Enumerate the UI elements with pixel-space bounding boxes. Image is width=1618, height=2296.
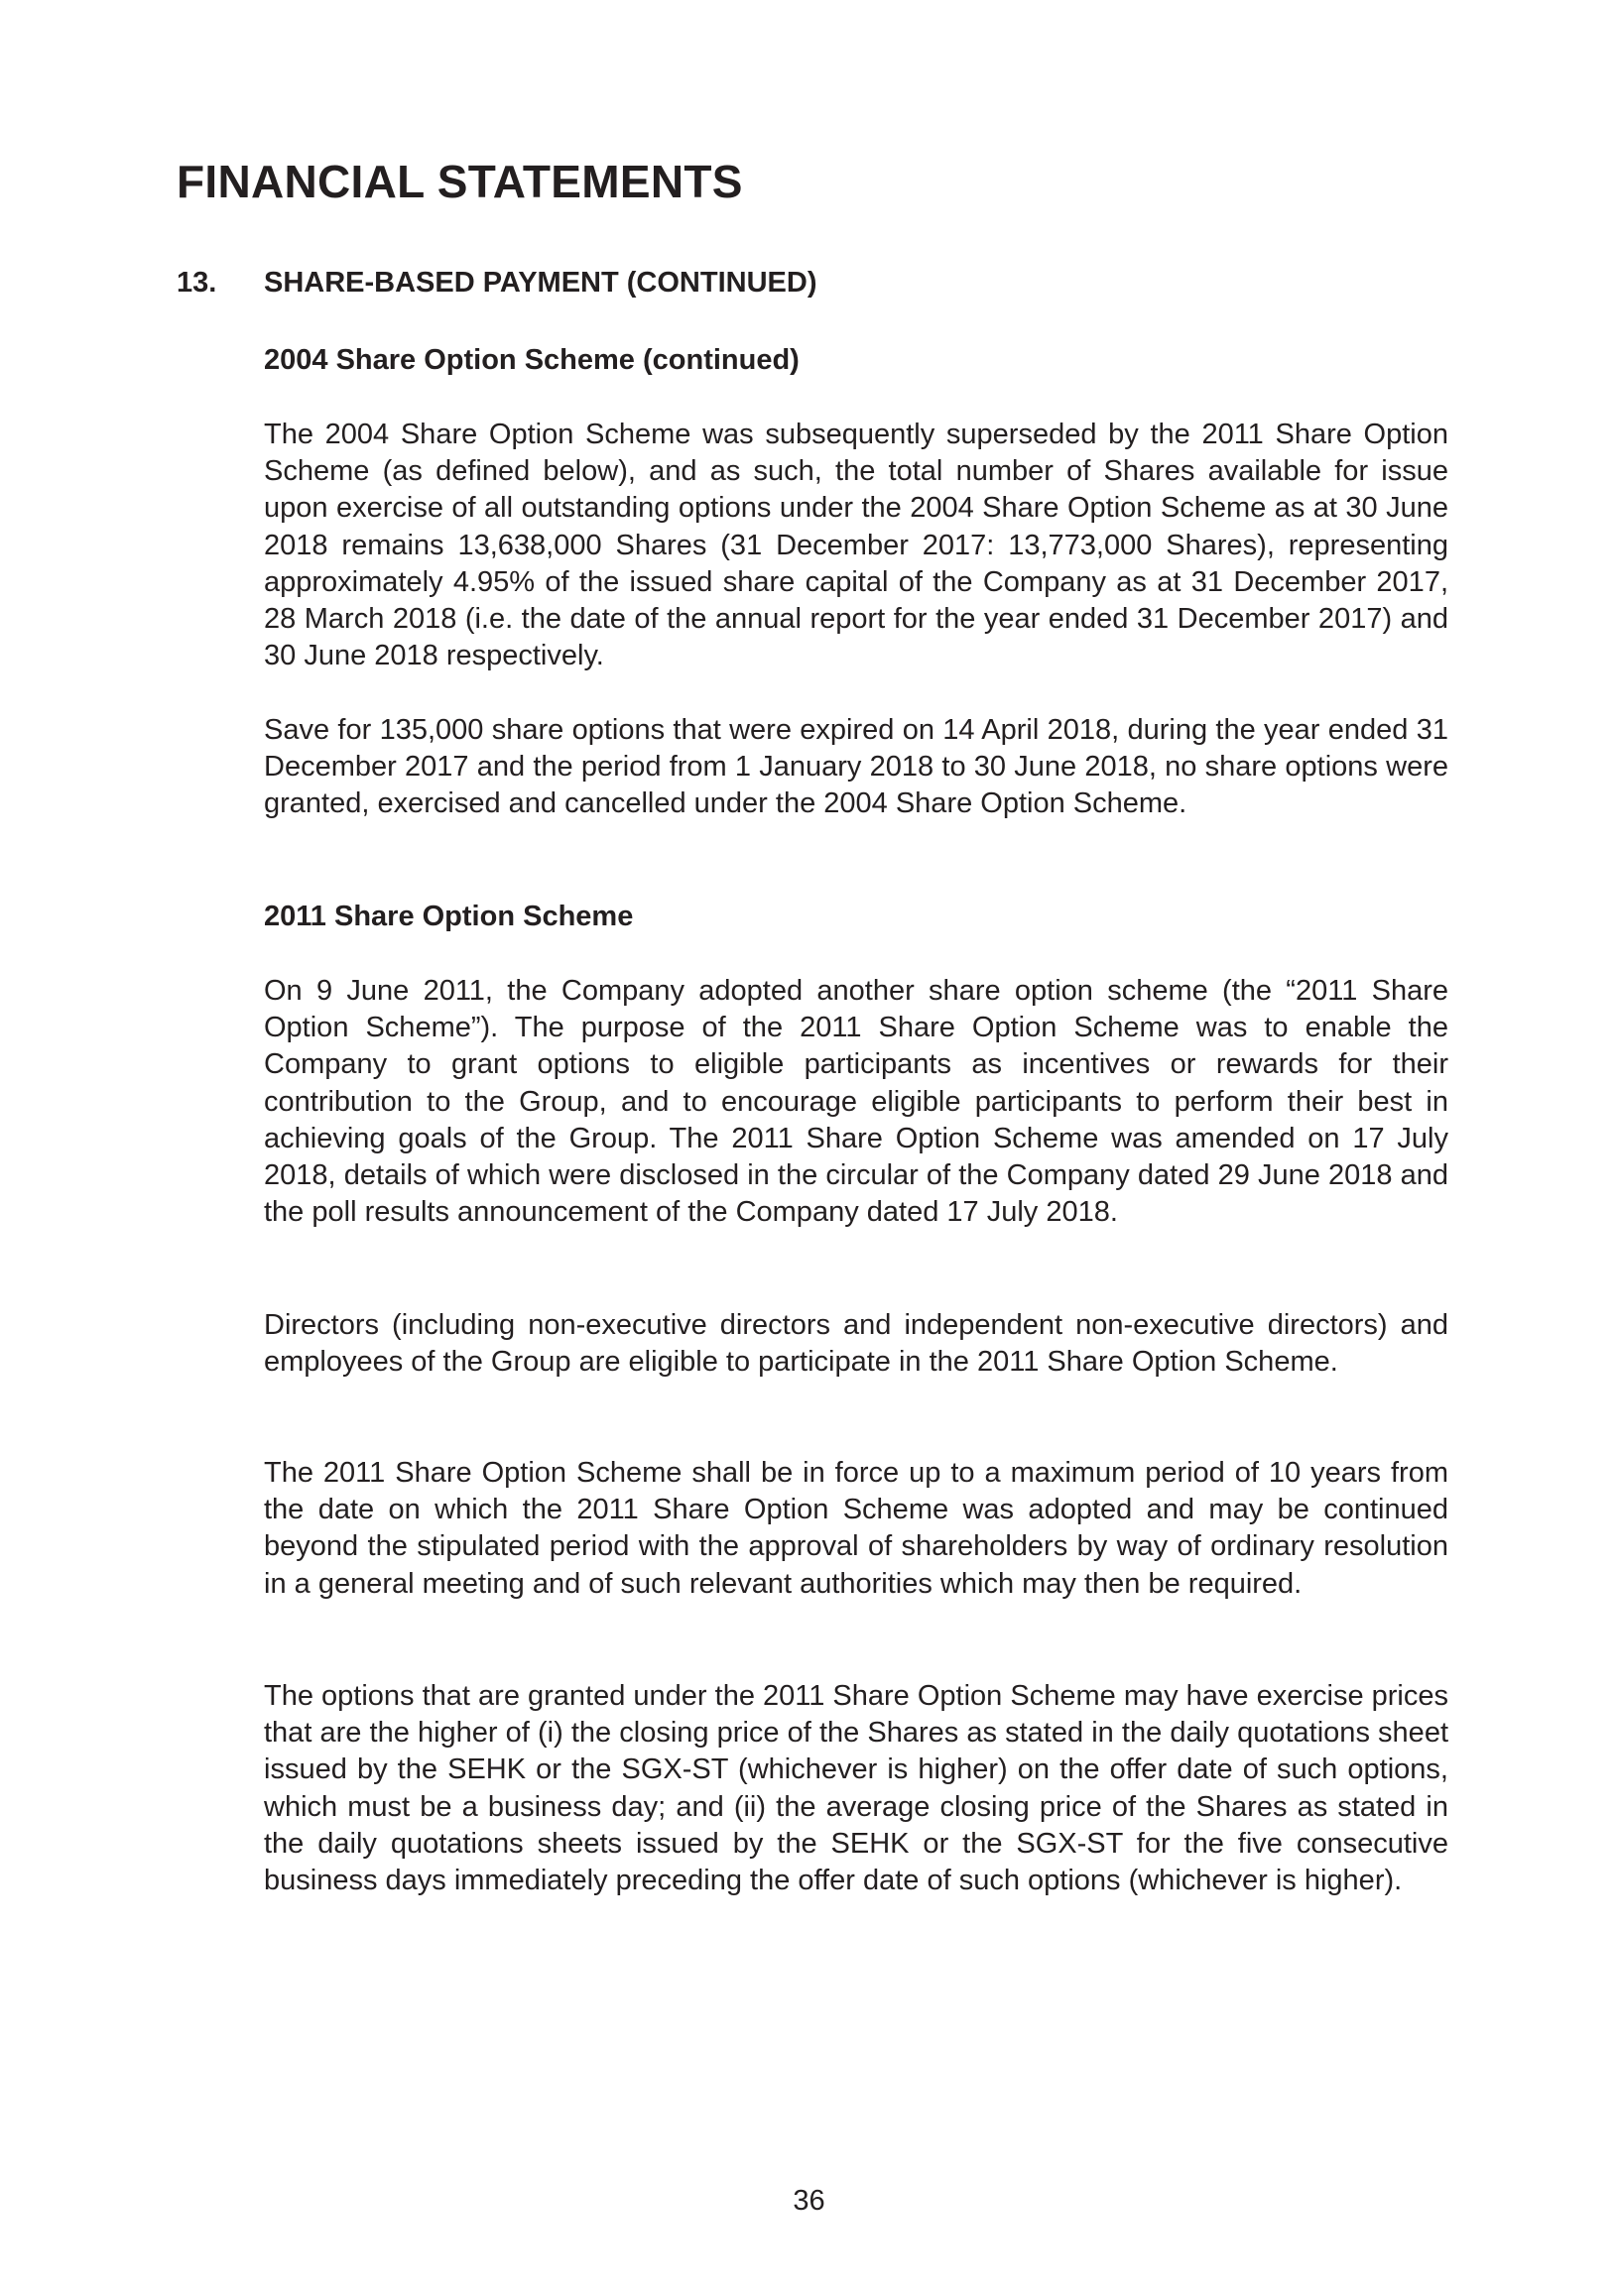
scheme-2011-paragraph: On 9 June 2011, the Company adopted another share option scheme (the “2011 Share Option Scheme”). The purpose of the 2011 Share Option Scheme was to enable the Company to grant options to eligible participants as incentives or rewards for their contribution to the Group, and to encourage eligible participants to perform their best in achieving goals of the Group. The 2011 Share Option Scheme was amended on 17 July 2018, details of which were disclosed in the circular of the Company dated 29 June 2018 and the poll results announcement of the Company dated 17 July 2018.: [264, 975, 1448, 1229]
scheme-2011-paragraph-3-block: [264, 1455, 1448, 1603]
scheme-2004-heading-block: [264, 342, 1448, 379]
scheme-2011-heading-block: [264, 899, 1448, 935]
page-title: FINANCIAL STATEMENTS: [177, 156, 743, 207]
scheme-2011-paragraph-1-block: [264, 973, 1448, 1231]
section-title: SHARE-BASED PAYMENT (CONTINUED): [264, 267, 817, 299]
section-number: 13.: [177, 267, 217, 299]
scheme-2004-paragraph: The 2004 Share Option Scheme was subsequently superseded by the 2011 Share Option Scheme (as defined below), and as such, the total number of Shares available for issue upon exercise of all outstanding options under the 2004 Share Option Scheme as at 30 June 2018 remains 13,638,000 Shares (31 December 2017: 13,773,000 Shares), representing approximately 4.95% of the issued share capital of the Company as at 31 December 2017, 28 March 2018 (i.e. the date of the annual report for the year ended 31 December 2017) and 30 June 2018 respectively.: [264, 419, 1448, 672]
scheme-2011-paragraph: The 2011 Share Option Scheme shall be in force up to a maximum period of 10 years from the date on which the 2011 Share Option Scheme was adopted and may be continued beyond the stipulated period with the approval of shareholders by way of ordinary resolution in a general meeting and of such relevant authorities which may then be required.: [264, 1457, 1448, 1600]
section-heading: [177, 266, 816, 301]
scheme-2011-paragraph-2-block: [264, 1307, 1448, 1381]
scheme-2004-paragraph-1-block: [264, 417, 1448, 674]
scheme-2011-paragraph: The options that are granted under the 2011 Share Option Scheme may have exercise prices that are the higher of (i) the closing price of the Shares as stated in the daily quotations sheet issued by the SEHK or the SGX-ST (whichever is higher) on the offer date of such options, which must be a business day; and (ii) the average closing price of the Shares as stated in the daily quotations sheets issued by the SEHK or the SGX-ST for the five consecutive business days immediately preceding the offer date of such options (whichever is higher).: [264, 1680, 1448, 1897]
scheme-2004-heading: 2004 Share Option Scheme (continued): [264, 344, 800, 376]
scheme-2004-paragraph-2-block: [264, 712, 1448, 823]
scheme-2004-paragraph: Save for 135,000 share options that were expired on 14 April 2018, during the year ended 31 December 2017 and the period from 1 January 2018 to 30 June 2018, no share options were granted, exercised and cancelled under the 2004 Share Option Scheme.: [264, 714, 1448, 820]
scheme-2011-paragraph-4-block: [264, 1678, 1448, 1899]
scheme-2011-paragraph: Directors (including non-executive directors and independent non-executive directors) and employees of the Group are eligible to participate in the 2011 Share Option Scheme.: [264, 1309, 1448, 1379]
scheme-2011-heading: 2011 Share Option Scheme: [264, 901, 634, 932]
page-number: 36: [793, 2185, 825, 2217]
